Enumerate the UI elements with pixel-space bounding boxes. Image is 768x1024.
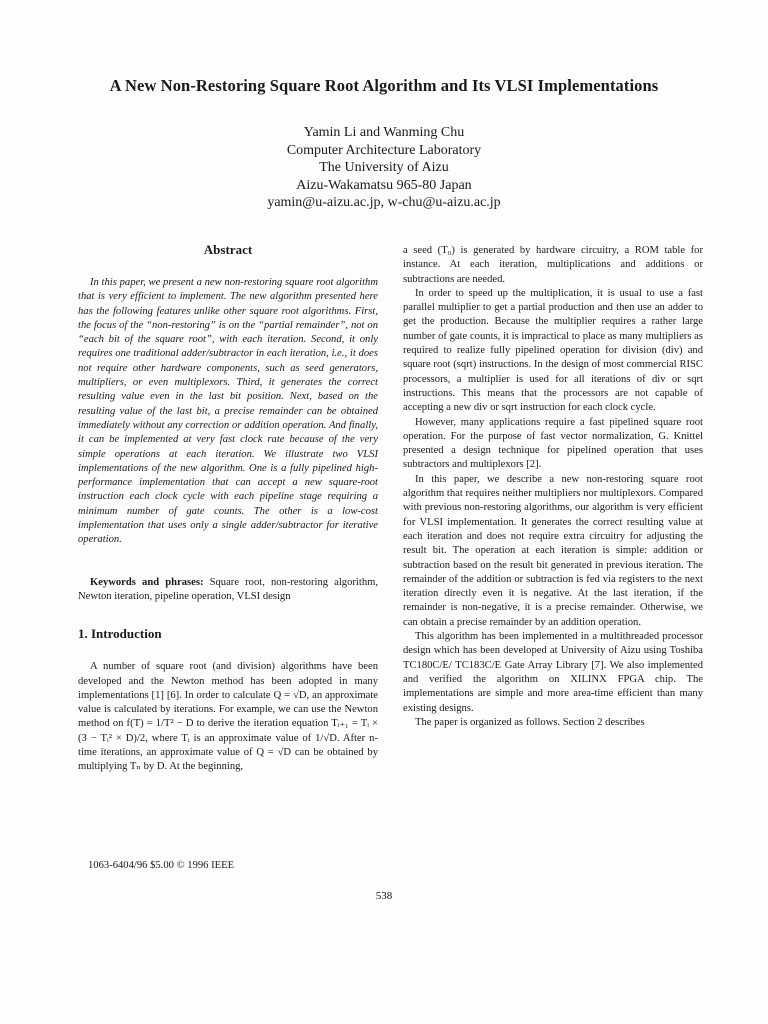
intro-paragraph-1: A number of square root (and division) algorithms have been developed and the Newton method has been adopted in many implementations [1] [6]. In order to calculate Q = √D, an approximate value is calculated by iterations. For example, we can use the Newton method on f(T) = 1/T² − D to derive the iteration equation Tᵢ₊₁ = Tᵢ × (3 − Tᵢ² × D)/2, where Tᵢ is an approximate value of 1/√D. After n-time iterations, an approximate value of Q = √D can be obtained by multiplying Tₙ by D. At the beginning, xyxy=(78,661,378,773)
keywords-label: Keywords and phrases: xyxy=(90,576,204,588)
right-paragraph-0: a seed (T₀) is generated by hardware circuitry, a ROM table for instance. At each iteration, multiplications and additions or subtractions are needed. xyxy=(403,245,703,285)
affiliation-university: The University of Aizu xyxy=(319,160,449,175)
right-paragraph-1: In order to speed up the multiplication, it is usual to use a fast parallel multiplier to get a partial production and then use an adder to get the production. Because the multiplier requires a rather large number of gate counts, it is impractical to place as many multipliers as required to realize fully pipelined operation for division (div) and square root (sqrt) instructions. In the design of most commercial RISC processors, a multiplier is used for all iterations of div or sqrt instructions. This means that the processors are not capable of accepting a new div or sqrt instruction for each clock cycle. xyxy=(403,287,703,414)
copyright-notice: 1063-6404/96 $5.00 © 1996 IEEE xyxy=(88,860,235,871)
section-heading-introduction: 1. Introduction xyxy=(78,626,162,642)
author-block xyxy=(0,124,768,212)
right-paragraph-3: In this paper, we describe a new non-restoring square root algorithm that requires neither multipliers nor multiplexors. Compared with previous non-restoring algorithms, our algorithm is very efficient for VLSI implementation. It generates the correct resulting value at each iteration and does not require extra circuitry for adjusting the result bit. The operation at each iteration is simple: addition or subtraction based on the result bit generated in previous iteration. The remainder of the addition or subtraction is fed via registers to the next iteration directly even it is negative. At the last iteration, if the remainder is non-negative, it is a precise remainder. Otherwise, we can obtain a precise remainder by an addition operation. xyxy=(403,473,703,628)
affiliation-city: Aizu-Wakamatsu 965-80 Japan xyxy=(296,177,472,193)
keywords xyxy=(78,576,378,605)
paper-title: A New Non-Restoring Square Root Algorithm and Its VLSI Implementations xyxy=(109,76,659,95)
left-column xyxy=(78,242,378,775)
affiliation-lab: Computer Architecture Laboratory xyxy=(286,142,482,158)
abstract-body: In this paper, we present a new non-restoring square root algorithm that is very efficient to implement. The new algorithm presented here has the following features unlike other square root algorithms. First, the focus of the “non-restoring” is on the “partial remainder”, not on “each bit of the square root”, with each iteration. Second, it only requires one traditional adder/subtractor in each iteration, i.e., it does not require other hardware components, such as seed generators, multipliers, or even multiplexors. Third, it generates the correct resulting value even in the last bit position. Next, based on the resulting value of the last bit, a precise remainder can be obtained immediately without any correction or addition operation. And finally, it can be implemented at very fast clock rate because of the very simple operations at each iteration. We illustrate two VLSI implementations of the new algorithm. One is a fully pipelined high-performance implementation that can accept a new square-root instruction each clock cycle with each pipeline stage requiring a minimum number of gate counts. The other is a low-cost implementation that uses only a single adder/subtractor for iterative operation. xyxy=(78,277,378,546)
right-paragraph-5: The paper is organized as follows. Section 2 describes xyxy=(415,716,645,728)
right-column xyxy=(403,244,703,730)
right-paragraph-4: This algorithm has been implemented in a multithreaded processor design which has been developed at University of Aizu using Toshiba TC180C/E/ TC183C/E Gate Array Library [7]. We also implemented and verified the algorithm on XILINX FPGA chip. The implementations are simple and more area-time efficient than many existing designs. xyxy=(403,631,703,714)
page-number: 538 xyxy=(375,890,393,902)
keywords-text: Square root, non-restoring algorithm, Newton iteration, pipeline operation, VLSI design xyxy=(78,576,378,602)
right-paragraph-2: However, many applications require a fast pipelined square root operation. For the purpose of fast vector normalization, G. Knittel presented a design technique for pipelined operation that uses subtractors and multiplexors [2]. xyxy=(403,416,703,471)
author-names: Yamin Li and Wanming Chu xyxy=(303,125,465,140)
abstract-heading: Abstract xyxy=(203,242,253,257)
author-emails: yamin@u-aizu.ac.jp, w-chu@u-aizu.ac.jp xyxy=(267,195,501,210)
